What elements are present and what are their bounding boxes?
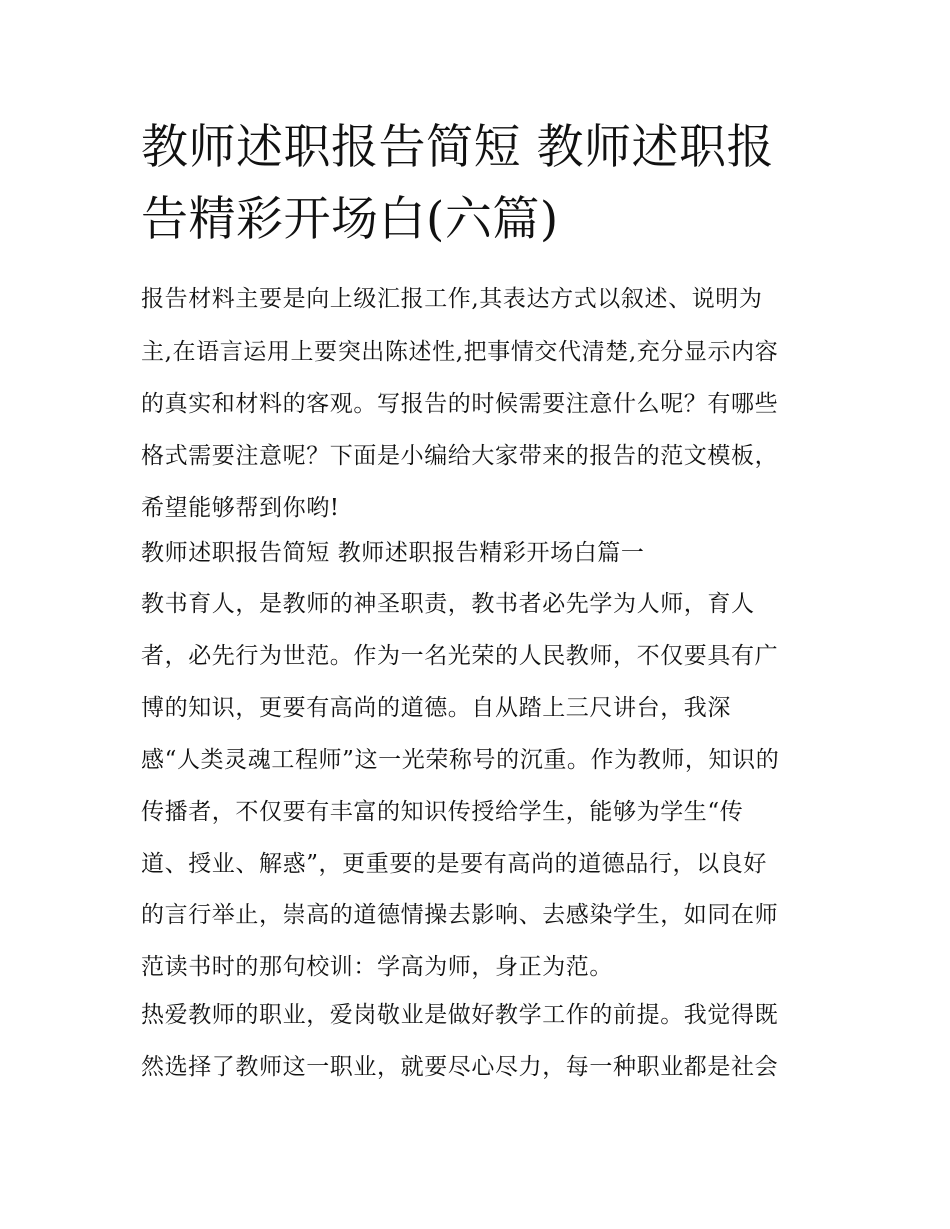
body-paragraph-line: 的言行举止，崇高的道德情操去影响、去感染学生，如同在师 xyxy=(141,902,779,928)
body-paragraph-line: 范读书时的那句校训：学高为师，身正为范。 xyxy=(141,954,613,980)
intro-paragraph-line: 报告材料主要是向上级汇报工作,其表达方式以叙述、说明为 xyxy=(141,286,763,312)
body-paragraph-line: 传播者，不仅要有丰富的知识传授给学生，能够为学生“传 xyxy=(141,799,744,825)
intro-paragraph-line: 希望能够帮到你哟! xyxy=(141,495,340,521)
body-paragraph-line: 热爱教师的职业，爱岗敬业是做好教学工作的前提。我觉得既 xyxy=(141,1002,779,1028)
intro-paragraph-line: 主,在语言运用上要突出陈述性,把事情交代清楚,充分显示内容 xyxy=(141,339,779,365)
section-heading: 教师述职报告简短 教师述职报告精彩开场白篇一 xyxy=(141,540,645,566)
intro-paragraph-line: 格式需要注意呢？下面是小编给大家带来的报告的范文模板， xyxy=(141,443,779,469)
title-line-1: 教师述职报告简短 教师述职报 xyxy=(141,120,774,175)
body-paragraph-line: 感“人类灵魂工程师”这一光荣称号的沉重。作为教师，知识的 xyxy=(141,747,780,773)
body-paragraph-line: 然选择了教师这一职业，就要尽心尽力，每一种职业都是社会 xyxy=(141,1054,779,1080)
title-line-2: 告精彩开场白(六篇) xyxy=(141,192,559,247)
intro-paragraph-line: 的真实和材料的客观。写报告的时候需要注意什么呢？有哪些 xyxy=(141,391,779,417)
body-paragraph-line: 教书育人，是教师的神圣职责，教书者必先学为人师，育人 xyxy=(141,591,755,617)
body-paragraph-line: 博的知识，更要有高尚的道德。自从踏上三尺讲台，我深 xyxy=(141,695,731,721)
body-paragraph-line: 者，必先行为世范。作为一名光荣的人民教师，不仅要具有广 xyxy=(141,643,779,669)
document-title xyxy=(141,112,821,256)
body-paragraph-line: 道、授业、解惑”，更重要的是要有高尚的道德品行，以良好 xyxy=(141,851,767,877)
